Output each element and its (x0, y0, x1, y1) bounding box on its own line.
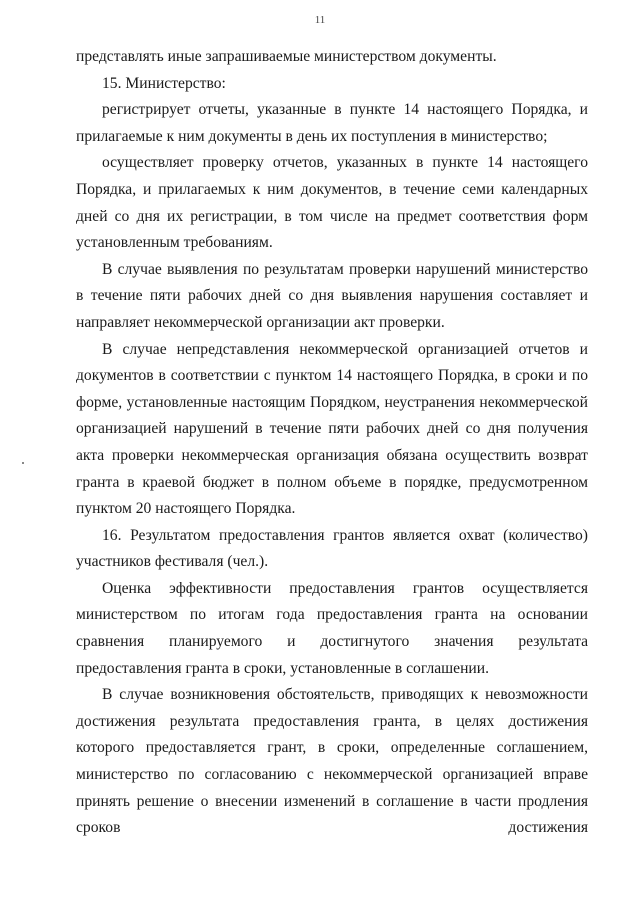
paragraph-violations-found: В случае выявления по результатам проверки нарушений министерство в течение пяти рабочих дней со дня выявления нарушения составляет и направляет некоммерческой организации акт проверки. (76, 260, 588, 331)
paragraph-grant-return: В случае непредставления некоммерческой организацией отчетов и документов в соответствии с пунктом 14 настоящего Порядка, в сроки и по форме, установленные настоящим Порядком, неустранения некоммерческой организацией нарушений в течение пяти рабочих дней со дня получения акта проверки некоммерческая организация обязана осуществить возврат гранта в краевой бюджет в полном объеме в порядке, предусмотренном пунктом 20 настоящего Порядка. (76, 340, 588, 518)
paragraph-registers-reports: регистрирует отчеты, указанные в пункте 14 настоящего Порядка, и прилагаемые к ним документы в день их поступления в министерство; (76, 101, 588, 145)
paragraph-continuation: представлять иные запрашиваемые министерством документы. (76, 48, 497, 65)
paragraph-clause-15: 15. Министерство: (102, 74, 226, 92)
paragraph-checks-reports: осуществляет проверку отчетов, указанных в пункте 14 настоящего Порядка, и прилагаемых к ним документов, в течение семи календарных дней со дня их регистрации, в том числе на предмет соответствия форм установленным требованиям. (76, 154, 588, 252)
margin-mark (22, 462, 24, 464)
paragraph-circumstances: В случае возникновения обстоятельств, приводящих к невозможности достижения результата предоставления гранта, в целях достижения которого предоставляется грант, в сроки, определенные соглашением, министерство по согласованию с некоммерческой организацией вправе принять решение о внесении изменений в соглашение в части продления сроков достижения (76, 686, 588, 837)
document-body (76, 44, 588, 842)
paragraph-efficiency-assessment: Оценка эффективности предоставления грантов осуществляется министерством по итогам года предоставления гранта на основании сравнения планируемого и достигнутого значения результата предоставления гранта в сроки, установленные в соглашении. (76, 579, 588, 677)
paragraph-clause-16: 16. Результатом предоставления грантов является охват (количество) участников фестиваля (чел.). (76, 526, 588, 571)
page-number: 11 (314, 14, 326, 26)
